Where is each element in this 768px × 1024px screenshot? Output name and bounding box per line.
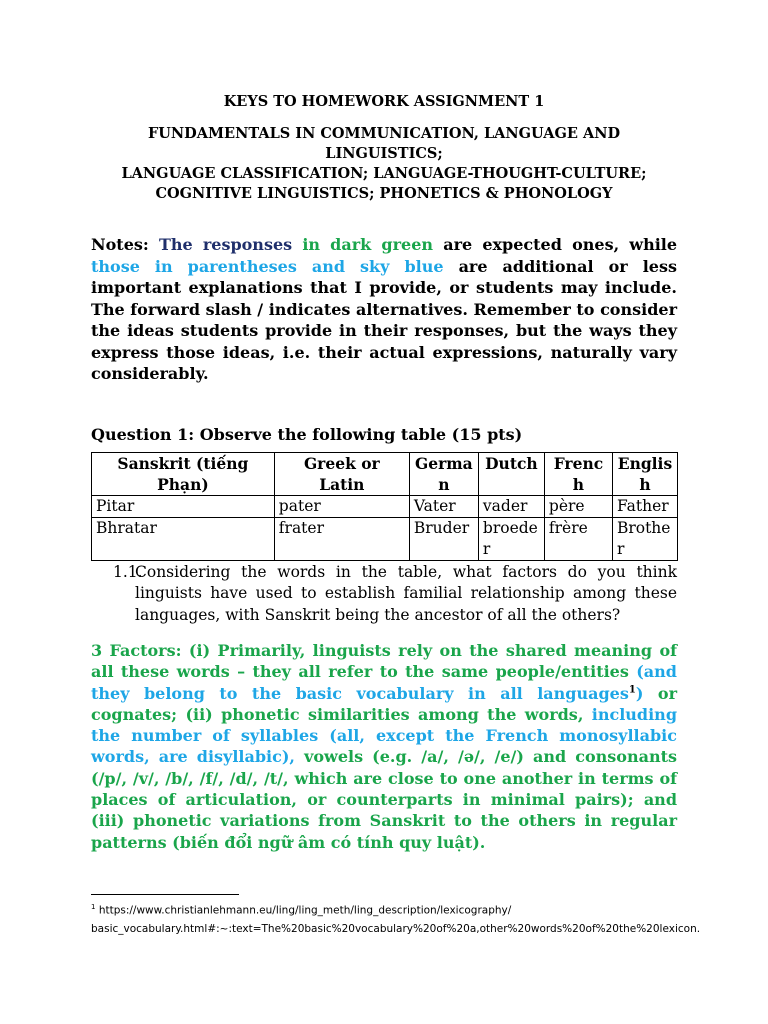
footnote-url-part-2[interactable]: basic_vocabulary.html#:~:text=The%20basic%20vocabulary%20of%20a,other%20words%20of%20the%20lexicon. — [91, 922, 701, 935]
footnote-divider — [91, 894, 239, 895]
table-cell: pater — [274, 495, 409, 517]
notes-paragraph — [91, 234, 677, 385]
page-title: KEYS TO HOMEWORK ASSIGNMENT 1 — [223, 93, 545, 110]
notes-sky-blue: those in parentheses and sky blue — [91, 256, 444, 276]
table-cell: vader — [478, 495, 544, 517]
answer-paragraph — [91, 640, 677, 853]
table-cell: Pitar — [92, 495, 275, 517]
subtitle-line-4: COGNITIVE LINGUISTICS; PHONETICS & PHONOLOGY — [155, 185, 613, 202]
answer-part-5: including the number of syllables (all, except the French monosyllabic words, are disyllabic), — [91, 704, 677, 767]
question-1-heading: Question 1: Observe the following table (15 pts) — [91, 424, 523, 444]
table-cell: Bhratar — [92, 517, 275, 560]
table-row — [92, 495, 678, 517]
notes-responses: The responses — [158, 235, 293, 254]
table-cell: broeder — [478, 517, 544, 560]
answer-part-1: 3 Factors: (i) Primarily, linguists rely on the shared meaning of all these words – they all refer to the same people/entities — [91, 641, 677, 682]
answer-part-4: or cognates; (ii) phonetic similarities among the words, — [91, 683, 677, 724]
table-cell: Vater — [409, 495, 478, 517]
sub-question-number: 1.1. — [113, 562, 143, 581]
footnote-mark: 1 — [91, 903, 96, 911]
sub-question-text: Considering the words in the table, what factors do you think linguists have used to establish familial relationship among these languages, with Sanskrit being the ancestor of all the others? — [135, 562, 677, 624]
footnote-url-part-1[interactable]: https://www.christianlehmann.eu/ling/ling_meth/ling_description/lexicography/ — [98, 904, 512, 917]
table-row — [92, 517, 678, 560]
header-cell: Greek or Latin — [274, 452, 409, 495]
header-cell: Dutch — [478, 452, 544, 495]
notes-dark-green: in dark green — [302, 235, 434, 254]
table-cell: frère — [544, 517, 612, 560]
footnote-line-1 — [91, 898, 691, 920]
subtitle-line-3: LANGUAGE CLASSIFICATION; LANGUAGE-THOUGHT-CULTURE; — [121, 165, 647, 182]
notes-expected: are expected ones, while — [443, 235, 678, 254]
answer-part-2: (and they belong to the basic vocabulary in all languages — [91, 662, 677, 703]
notes-label: Notes: — [91, 235, 149, 254]
subtitle-line-2: LINGUISTICS; — [325, 145, 443, 162]
footnote — [91, 898, 701, 938]
document-page — [91, 92, 677, 853]
header-cell: French — [544, 452, 612, 495]
table-cell: frater — [274, 517, 409, 560]
footnote-reference[interactable]: 1 — [628, 684, 636, 696]
answer-part-6: vowels (e.g. /a/, /ə/, /e/) and consonants (/p/, /v/, /b/, /f/, /d/, /t/, which are close to one another in terms of places of articulation, or counterparts in minimal pairs); and (iii) phonetic variations from Sanskrit to the others in regular patterns (biến đổi ngữ âm có tính quy luật). — [91, 747, 678, 852]
header-cell: Sanskrit (tiếng Phạn) — [92, 452, 275, 495]
sub-question-1-1 — [91, 562, 677, 627]
notes-rest: are additional or less important explanations that I provide, or students may include. The forward slash / indicates alternatives. Remember to consider the ideas students provide in their responses, but the ways they express those ideas, i.e. their actual expressions, naturally vary considerably. — [91, 256, 678, 383]
table-cell: Brother — [612, 517, 677, 560]
header-cell: English — [612, 452, 677, 495]
table-cell: père — [544, 495, 612, 517]
cognates-table — [91, 452, 678, 561]
header-cell: German — [409, 452, 478, 495]
table-cell: Father — [612, 495, 677, 517]
table-cell: Bruder — [409, 517, 478, 560]
table-header-row — [92, 452, 678, 495]
subtitle-line-1: FUNDAMENTALS IN COMMUNICATION, LANGUAGE AND — [147, 125, 621, 142]
answer-part-3: ) — [635, 683, 644, 703]
